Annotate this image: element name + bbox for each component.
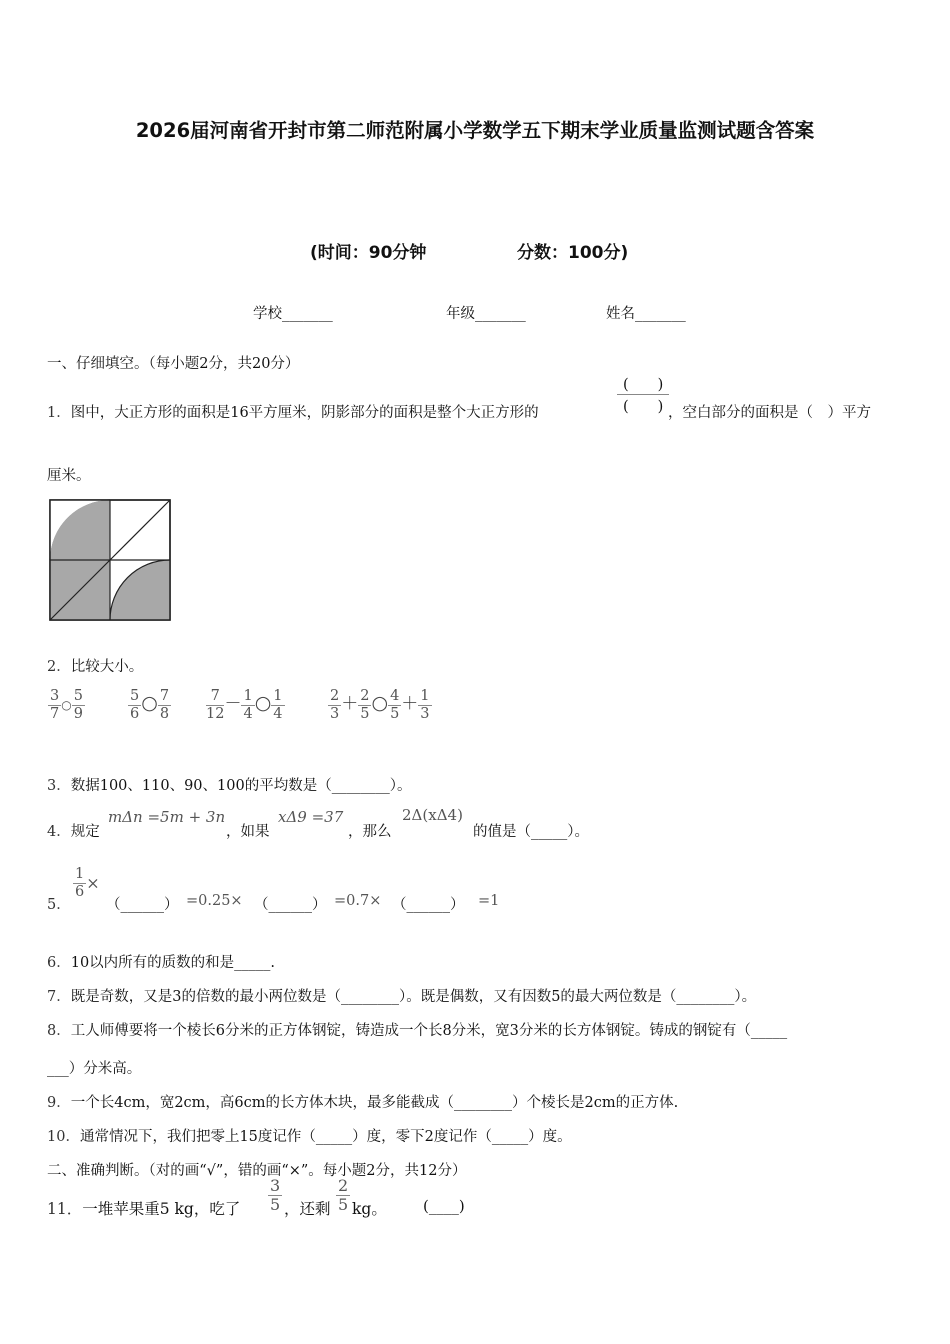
question-number: 7．: [47, 989, 71, 1005]
compare-circle: ○: [254, 692, 272, 715]
question-5-number: [47, 893, 71, 914]
denominator: 7: [50, 705, 60, 722]
fraction-numerator: ( ): [617, 373, 669, 395]
numerator: 3: [270, 1176, 281, 1195]
plus-sign: ＋: [341, 694, 359, 715]
page-title: 2026届河南省开封市第二师范附属小学数学五下期末学业质量监测试题含答案: [135, 119, 815, 142]
question-5-eq-3: =1: [478, 893, 500, 909]
question-2-text: 比较大小。: [70, 659, 144, 675]
numerator: 7: [159, 688, 170, 704]
numerator: 5: [130, 688, 140, 704]
denominator: 12: [206, 705, 225, 722]
question-7: [47, 985, 756, 1006]
question-9: [47, 1091, 678, 1112]
question-8: [47, 1019, 787, 1040]
square-figure: [48, 498, 172, 622]
question-1-text-b: ，空白部分的面积是（ ）平方: [668, 405, 871, 421]
compare-item-4: [328, 688, 432, 722]
school-field: 学校_______: [253, 306, 333, 322]
numerator: 1: [420, 688, 430, 704]
question-number: 2．: [47, 659, 71, 675]
name-field: 姓名_______: [606, 306, 686, 322]
question-10: [47, 1125, 572, 1146]
exam-score: 分数：100分): [517, 243, 629, 263]
question-11-text-3: kg。: [352, 1200, 387, 1218]
question-3-text: 数据100、110、90、100的平均数是（________）。: [70, 778, 412, 794]
compare-item-1: [48, 688, 85, 722]
numerator: 3: [50, 688, 60, 704]
question-9-text: 一个长4cm，宽2cm，高6cm的长方体木块，最多能截成（________）个棱长是2cm的正方体.: [70, 1095, 679, 1111]
section1-heading: 一、仔细填空。（每小题2分，共20分）: [47, 356, 300, 372]
question-5-fraction: [73, 866, 100, 900]
question-7-text: 既是奇数，又是3的倍数的最小两位数是（________）。既是偶数，又有因数5的最大两位数是（________）。: [70, 989, 757, 1005]
question-number: 3．: [47, 778, 71, 794]
question-5-blank-1[interactable]: （______）: [106, 897, 179, 913]
question-11-fraction-1: [268, 1177, 282, 1215]
question-1-text-c: 厘米。: [47, 468, 91, 484]
question-4-text-2: ，如果: [226, 824, 270, 840]
denominator: 8: [159, 705, 170, 722]
numerator: 1: [243, 688, 253, 704]
denominator: 5: [270, 1195, 281, 1215]
formula-condition: xΔ9 =37: [278, 808, 344, 826]
question-1-fraction-blank: [617, 373, 669, 416]
numerator: 2: [338, 1176, 349, 1195]
compare-circle: ○: [141, 692, 158, 715]
question-11-text-2: ，还剩: [284, 1200, 331, 1218]
compare-item-2: [128, 688, 171, 722]
question-1: [47, 401, 539, 422]
formula-definition: mΔn =5m + 3n: [108, 808, 226, 826]
question-number: 8．: [47, 1023, 71, 1039]
question-5-blank-3[interactable]: （______）: [392, 897, 465, 913]
question-11-text-1: 一堆苹果重5 kg，吃了: [82, 1200, 241, 1218]
question-11: [47, 1197, 240, 1219]
question-8-text-b: ___）分米高。: [47, 1061, 142, 1077]
question-11-fraction-2: [336, 1177, 350, 1215]
denominator: 5: [390, 705, 400, 722]
question-number: 10．: [47, 1129, 80, 1145]
question-10-text: 通常情况下，我们把零上15度记作（_____）度，零下2度记作（_____）度。: [79, 1129, 572, 1145]
denominator: 4: [273, 705, 283, 722]
question-number: 11．: [47, 1200, 83, 1218]
compare-item-3: [206, 688, 285, 722]
plus-sign: ＋: [401, 694, 419, 715]
numerator: 1: [75, 866, 85, 882]
compare-circle: ○: [61, 698, 72, 713]
question-number: 6．: [47, 955, 71, 971]
numerator: 2: [330, 688, 340, 704]
question-number: 1．: [47, 405, 71, 421]
minus-sign: －: [224, 694, 242, 715]
question-2: [47, 655, 143, 676]
denominator: 3: [420, 705, 430, 722]
question-5-eq-1: =0.25×: [186, 893, 243, 909]
question-4-text-1: 规定: [70, 824, 100, 840]
question-5-blank-2[interactable]: （______）: [254, 897, 327, 913]
exam-time: (时间：90分钟: [310, 243, 427, 263]
question-1-text-a: 图中，大正方形的面积是16平方厘米，阴影部分的面积是整个大正方形的: [70, 405, 539, 421]
numerator: 5: [73, 688, 83, 704]
denominator: 3: [330, 705, 340, 722]
numerator: 4: [390, 688, 400, 704]
denominator: 9: [73, 705, 83, 722]
denominator: 6: [130, 705, 140, 722]
question-number: 9．: [47, 1095, 71, 1111]
question-number: 5．: [47, 897, 71, 913]
question-8-text-a: 工人师傅要将一个棱长6分米的正方体钢锭，铸造成一个长8分米，宽3分米的长方体钢锭。铸成的钢锭有（_____: [70, 1023, 788, 1039]
question-11-answer-blank[interactable]: (____): [423, 1197, 465, 1215]
fraction-denominator: ( ): [623, 399, 664, 415]
grade-field: 年级_______: [446, 306, 526, 322]
denominator: 5: [360, 705, 370, 722]
numerator: 7: [206, 688, 224, 706]
question-number: 4．: [47, 824, 71, 840]
formula-expression: 2Δ(xΔ4): [402, 806, 463, 824]
denominator: 4: [243, 705, 253, 722]
question-4: [47, 820, 100, 841]
question-4-text-4: 的值是（_____）。: [473, 824, 589, 840]
section2-heading: 二、准确判断。（对的画“√”，错的画“×”。每小题2分，共12分）: [47, 1163, 467, 1179]
question-3: [47, 774, 411, 795]
times-sign: ×: [86, 873, 100, 893]
denominator: 5: [338, 1195, 349, 1215]
numerator: 1: [273, 688, 283, 704]
question-6-text: 10以内所有的质数的和是_____.: [70, 955, 276, 971]
numerator: 2: [360, 688, 370, 704]
denominator: 6: [75, 883, 85, 900]
question-4-text-3: ，那么: [348, 824, 392, 840]
compare-circle: ○: [371, 692, 389, 715]
question-6: [47, 951, 275, 972]
question-5-eq-2: =0.7×: [334, 893, 382, 909]
